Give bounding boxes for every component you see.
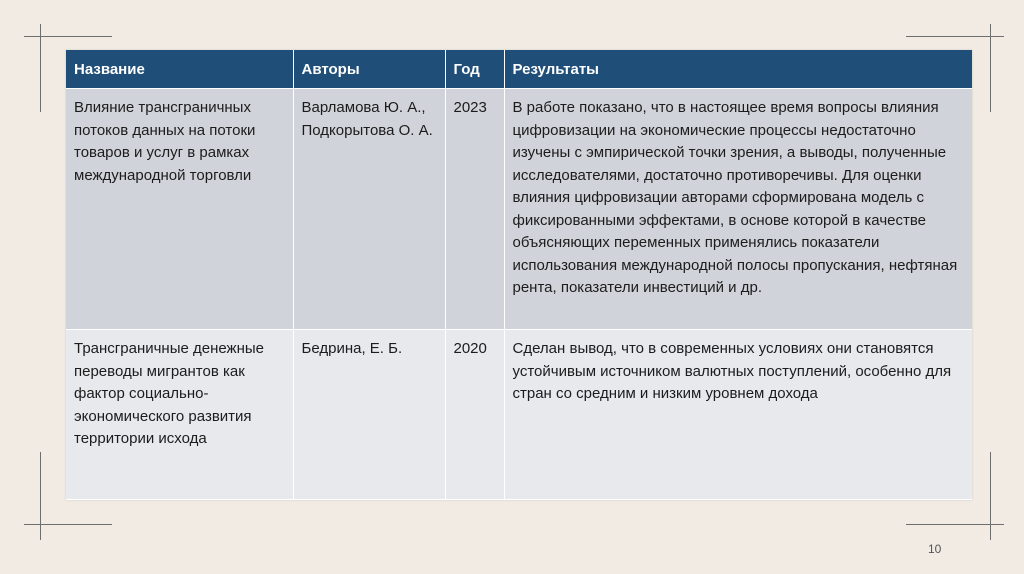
table-row [66,89,972,330]
cell-results: В работе показано, что в настоящее время вопросы влияния цифровизации на экономические процессы недостаточно изучены с эмпирической точки зрения, а выводы, полученные исследователями, достаточно противоречивы. Для оценки влияния цифровизации авторами сформирована модель с фиксированными эффектами, в основе которой в качестве объясняющих переменных применялись показатели использования международной полосы пропускания, нефтяная рента, показатели инвестиций и др. [504,89,972,330]
frame-line-top-left-h [24,36,112,37]
frame-line-bottom-left-h [24,524,112,525]
frame-line-bottom-left-v [40,452,41,540]
header-authors: Авторы [293,50,445,89]
page-number: 10 [928,542,942,556]
frame-line-bottom-right-v [990,452,991,540]
table-header-row [66,50,972,89]
table-row [66,330,972,500]
header-title: Название [66,50,293,89]
frame-line-top-left-v [40,24,41,112]
cell-results: Сделан вывод, что в современных условиях они становятся устойчивым источником валютных поступлений, особенно для стран со средним и низким уровнем дохода [504,330,972,500]
header-year: Год [445,50,504,89]
cell-title: Влияние трансграничных потоков данных на потоки товаров и услуг в рамках международной торговли [66,89,293,330]
cell-year: 2020 [445,330,504,500]
cell-title: Трансграничные денежные переводы мигрантов как фактор социально-экономического развития территории исхода [66,330,293,500]
cell-year: 2023 [445,89,504,330]
cell-authors: Бедрина, Е. Б. [293,330,445,500]
cell-authors: Варламова Ю. А., Подкорытова О. А. [293,89,445,330]
research-table [66,50,972,499]
header-results: Результаты [504,50,972,89]
frame-line-top-right-v [990,24,991,112]
